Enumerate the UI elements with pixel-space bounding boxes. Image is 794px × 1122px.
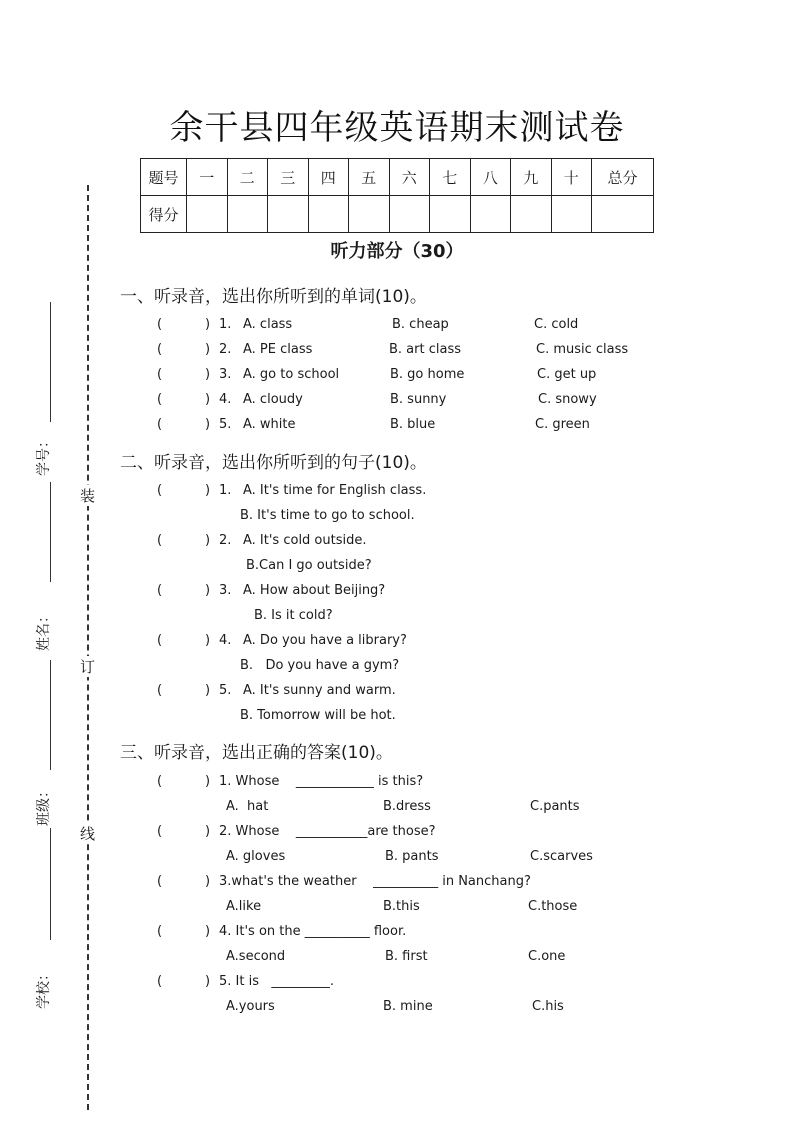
- table-cell: 总分: [592, 159, 654, 196]
- table-cell: 十: [551, 159, 592, 196]
- answer-paren-open: (: [157, 583, 163, 598]
- option-c: C. cold: [534, 317, 579, 332]
- option-c: C. music class: [536, 342, 629, 357]
- answer-paren-close: ): [205, 633, 211, 648]
- option-b: B.Can I go outside?: [246, 558, 372, 573]
- answer-paren-open: (: [157, 683, 163, 698]
- score-table-header-row: [141, 159, 654, 196]
- name-label: 姓名：: [36, 609, 52, 651]
- option-a: A. How about Beijing?: [243, 583, 386, 598]
- question-number: 4.: [219, 633, 232, 648]
- answer-paren-open: (: [157, 317, 163, 332]
- option-b: B. mine: [383, 999, 433, 1014]
- table-cell: 题号: [141, 159, 187, 196]
- question-stem: 4. It's on the __________ floor.: [219, 924, 407, 939]
- option-b: B. go home: [390, 367, 465, 382]
- option-c: C. get up: [537, 367, 597, 382]
- answer-paren-close: ): [205, 824, 211, 839]
- cut-label-zhuang: 装: [80, 487, 96, 505]
- question-stem: 5. It is _________.: [219, 974, 335, 989]
- option-c: C.one: [528, 949, 566, 964]
- answer-paren-open: (: [157, 974, 163, 989]
- option-a: A. white: [243, 417, 296, 432]
- option-c: C. snowy: [538, 392, 597, 407]
- option-b: B. blue: [390, 417, 436, 432]
- school-label: 学校：: [36, 967, 52, 1009]
- score-cell[interactable]: [268, 196, 309, 233]
- score-cell[interactable]: [308, 196, 349, 233]
- answer-paren-close: ): [205, 483, 211, 498]
- option-a: A. Do you have a library?: [243, 633, 407, 648]
- option-a: A. hat: [226, 799, 269, 814]
- question-stem: 1. Whose ____________ is this?: [219, 774, 424, 789]
- answer-paren-close: ): [205, 342, 211, 357]
- answer-paren-open: (: [157, 483, 163, 498]
- table-cell: 四: [308, 159, 349, 196]
- answer-paren-open: (: [157, 417, 163, 432]
- option-c: C.his: [532, 999, 564, 1014]
- option-c: C.those: [528, 899, 578, 914]
- name-line: [50, 482, 51, 582]
- score-table: [140, 158, 654, 233]
- option-c: C.scarves: [530, 849, 593, 864]
- question-number: 3.: [219, 583, 232, 598]
- answer-paren-close: ): [205, 392, 211, 407]
- option-a: A.like: [226, 899, 262, 914]
- option-b: B. sunny: [390, 392, 447, 407]
- option-a: A. cloudy: [243, 392, 303, 407]
- option-a: A. It's cold outside.: [243, 533, 367, 548]
- option-a: A. It's time for English class.: [243, 483, 427, 498]
- table-cell: 一: [187, 159, 228, 196]
- score-cell[interactable]: [349, 196, 390, 233]
- option-b: B. Tomorrow will be hot.: [240, 708, 396, 723]
- answer-paren-open: (: [157, 633, 163, 648]
- section-3-heading: 三、听录音，选出正确的答案(10)。: [120, 743, 393, 763]
- score-cell[interactable]: [592, 196, 654, 233]
- answer-paren-open: (: [157, 774, 163, 789]
- table-cell: 三: [268, 159, 309, 196]
- question-number: 2.: [219, 342, 232, 357]
- score-cell[interactable]: [187, 196, 228, 233]
- question-stem: 3.what's the weather __________ in Nanchang?: [219, 874, 531, 889]
- answer-paren-open: (: [157, 367, 163, 382]
- answer-paren-open: (: [157, 392, 163, 407]
- table-cell: 九: [511, 159, 552, 196]
- table-cell: 六: [389, 159, 430, 196]
- option-a: A.second: [226, 949, 286, 964]
- answer-paren-close: ): [205, 583, 211, 598]
- option-a: A. gloves: [226, 849, 286, 864]
- answer-paren-close: ): [205, 683, 211, 698]
- binding-cut-line: [87, 185, 89, 1110]
- table-cell: 二: [227, 159, 268, 196]
- answer-paren-close: ): [205, 317, 211, 332]
- score-cell[interactable]: [470, 196, 511, 233]
- answer-paren-open: (: [157, 824, 163, 839]
- option-b: B. pants: [385, 849, 439, 864]
- school-line: [50, 828, 51, 940]
- question-number: 5.: [219, 417, 232, 432]
- option-a: A. PE class: [243, 342, 313, 357]
- option-a: A. class: [243, 317, 293, 332]
- section-2-heading: 二、听录音，选出你所听到的句子(10)。: [120, 453, 427, 473]
- option-b: B. cheap: [392, 317, 449, 332]
- page-title: 余干县四年级英语期末测试卷: [169, 108, 625, 148]
- answer-paren-close: ): [205, 924, 211, 939]
- score-cell[interactable]: [227, 196, 268, 233]
- section-1-heading: 一、听录音，选出你所听到的单词(10)。: [120, 287, 427, 307]
- option-b: B. first: [385, 949, 428, 964]
- answer-paren-open: (: [157, 924, 163, 939]
- answer-paren-close: ): [205, 367, 211, 382]
- class-line: [50, 660, 51, 770]
- option-b: B.dress: [383, 799, 431, 814]
- option-b: B. It's time to go to school.: [240, 508, 415, 523]
- cut-label-ding: 订: [80, 658, 96, 676]
- question-number: 5.: [219, 683, 232, 698]
- cut-label-xian: 线: [80, 825, 96, 843]
- table-cell: 得分: [141, 196, 187, 233]
- score-cell[interactable]: [511, 196, 552, 233]
- answer-paren-open: (: [157, 874, 163, 889]
- score-table-score-row: [141, 196, 654, 233]
- answer-paren-close: ): [205, 533, 211, 548]
- answer-paren-close: ): [205, 974, 211, 989]
- score-cell[interactable]: [551, 196, 592, 233]
- table-cell: 五: [349, 159, 390, 196]
- question-number: 1.: [219, 317, 232, 332]
- option-c: C.pants: [530, 799, 580, 814]
- answer-paren-close: ): [205, 774, 211, 789]
- question-number: 4.: [219, 392, 232, 407]
- table-cell: 八: [470, 159, 511, 196]
- question-number: 3.: [219, 367, 232, 382]
- option-b: B. Is it cold?: [254, 608, 333, 623]
- listening-subtitle: 听力部分（30）: [330, 241, 464, 262]
- question-number: 2.: [219, 533, 232, 548]
- option-c: C. green: [535, 417, 590, 432]
- answer-paren-open: (: [157, 342, 163, 357]
- answer-paren-open: (: [157, 533, 163, 548]
- answer-paren-close: ): [205, 417, 211, 432]
- option-a: A. go to school: [243, 367, 340, 382]
- score-cell[interactable]: [430, 196, 471, 233]
- score-cell[interactable]: [389, 196, 430, 233]
- question-number: 1.: [219, 483, 232, 498]
- answer-paren-close: ): [205, 874, 211, 889]
- option-a: A.yours: [226, 999, 275, 1014]
- option-a: A. It's sunny and warm.: [243, 683, 396, 698]
- option-b: B.this: [383, 899, 420, 914]
- class-label: 班级：: [36, 784, 52, 826]
- option-b: B. art class: [389, 342, 461, 357]
- question-stem: 2. Whose ___________are those?: [219, 824, 436, 839]
- option-b: B. Do you have a gym?: [240, 658, 400, 673]
- student-id-line: [50, 302, 51, 422]
- table-cell: 七: [430, 159, 471, 196]
- student-id-label: 学号：: [36, 434, 52, 476]
